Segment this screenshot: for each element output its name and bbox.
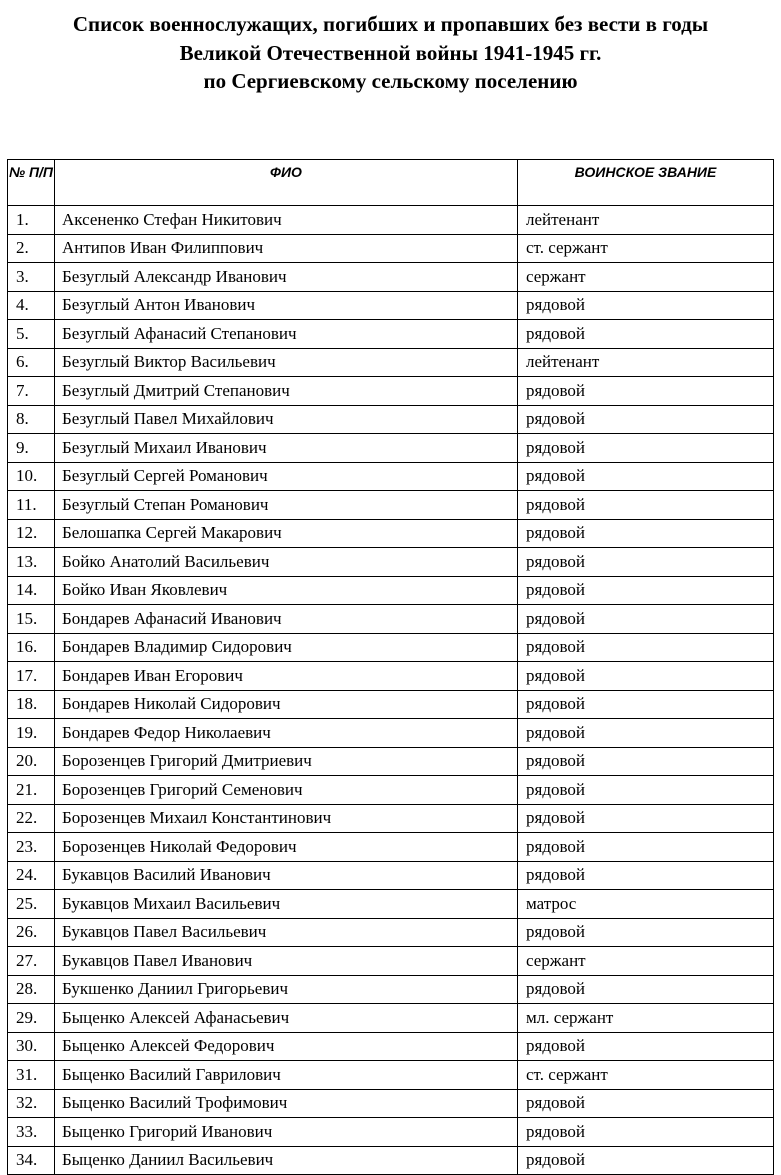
table-header-row [8, 160, 774, 206]
table-row [8, 918, 774, 947]
header-name: ФИО [55, 160, 518, 206]
row-name: Борозенцев Григорий Дмитриевич [55, 747, 518, 776]
row-name: Быценко Алексей Афанасьевич [55, 1004, 518, 1033]
row-rank: лейтенант [518, 348, 774, 377]
row-name: Бондарев Федор Николаевич [55, 719, 518, 748]
table-row [8, 947, 774, 976]
row-number: 17. [8, 662, 55, 691]
row-number: 18. [8, 690, 55, 719]
row-name: Борозенцев Николай Федорович [55, 833, 518, 862]
row-number: 12. [8, 519, 55, 548]
row-name: Антипов Иван Филиппович [55, 234, 518, 263]
row-number: 6. [8, 348, 55, 377]
table-row [8, 1089, 774, 1118]
row-rank: рядовой [518, 519, 774, 548]
title-line-2: Великой Отечественной войны 1941-1945 гг. [179, 40, 602, 65]
row-rank: рядовой [518, 633, 774, 662]
row-rank: рядовой [518, 804, 774, 833]
row-name: Бойко Иван Яковлевич [55, 576, 518, 605]
table-row [8, 890, 774, 919]
row-name: Бондарев Николай Сидорович [55, 690, 518, 719]
row-number: 24. [8, 861, 55, 890]
row-name: Белошапка Сергей Макарович [55, 519, 518, 548]
row-number: 31. [8, 1061, 55, 1090]
row-number: 4. [8, 291, 55, 320]
row-number: 2. [8, 234, 55, 263]
row-rank: матрос [518, 890, 774, 919]
row-number: 15. [8, 605, 55, 634]
row-rank: рядовой [518, 1146, 774, 1175]
row-name: Быценко Василий Гаврилович [55, 1061, 518, 1090]
table-row [8, 434, 774, 463]
row-name: Букавцов Павел Иванович [55, 947, 518, 976]
row-number: 27. [8, 947, 55, 976]
table-row [8, 348, 774, 377]
row-rank: рядовой [518, 1089, 774, 1118]
row-number: 13. [8, 548, 55, 577]
row-rank: рядовой [518, 405, 774, 434]
row-number: 11. [8, 491, 55, 520]
table-row [8, 377, 774, 406]
table-row [8, 719, 774, 748]
table-row [8, 576, 774, 605]
row-number: 14. [8, 576, 55, 605]
table-row [8, 291, 774, 320]
header-number: № П/П [8, 160, 55, 206]
row-number: 9. [8, 434, 55, 463]
row-name: Букавцов Михаил Васильевич [55, 890, 518, 919]
row-number: 3. [8, 263, 55, 292]
row-number: 33. [8, 1118, 55, 1147]
page-title [0, 10, 781, 96]
row-number: 8. [8, 405, 55, 434]
row-rank: рядовой [518, 576, 774, 605]
row-rank: рядовой [518, 462, 774, 491]
row-name: Безуглый Антон Иванович [55, 291, 518, 320]
table-row [8, 975, 774, 1004]
table-row [8, 1032, 774, 1061]
row-number: 16. [8, 633, 55, 662]
row-number: 34. [8, 1146, 55, 1175]
row-rank: рядовой [518, 291, 774, 320]
table-row [8, 833, 774, 862]
row-name: Быценко Алексей Федорович [55, 1032, 518, 1061]
row-number: 10. [8, 462, 55, 491]
table-row [8, 548, 774, 577]
row-rank: рядовой [518, 833, 774, 862]
table-row [8, 462, 774, 491]
table-row [8, 234, 774, 263]
row-number: 7. [8, 377, 55, 406]
row-number: 23. [8, 833, 55, 862]
row-rank: ст. сержант [518, 1061, 774, 1090]
row-name: Бондарев Афанасий Иванович [55, 605, 518, 634]
row-name: Бондарев Владимир Сидорович [55, 633, 518, 662]
row-name: Безуглый Павел Михайлович [55, 405, 518, 434]
row-rank: ст. сержант [518, 234, 774, 263]
row-name: Безуглый Афанасий Степанович [55, 320, 518, 349]
header-rank: ВОИНСКОЕ ЗВАНИЕ [518, 160, 774, 206]
row-number: 30. [8, 1032, 55, 1061]
table-row [8, 776, 774, 805]
row-number: 5. [8, 320, 55, 349]
row-rank: сержант [518, 947, 774, 976]
row-number: 19. [8, 719, 55, 748]
table-row [8, 263, 774, 292]
row-name: Букшенко Даниил Григорьевич [55, 975, 518, 1004]
table-row [8, 662, 774, 691]
table-row [8, 1004, 774, 1033]
table-row [8, 206, 774, 235]
row-name: Букавцов Василий Иванович [55, 861, 518, 890]
table-row [8, 690, 774, 719]
row-number: 32. [8, 1089, 55, 1118]
row-name: Безуглый Михаил Иванович [55, 434, 518, 463]
row-rank: рядовой [518, 491, 774, 520]
table-row [8, 491, 774, 520]
row-name: Безуглый Виктор Васильевич [55, 348, 518, 377]
table-row [8, 1061, 774, 1090]
row-number: 25. [8, 890, 55, 919]
row-rank: рядовой [518, 918, 774, 947]
row-rank: рядовой [518, 434, 774, 463]
row-name: Борозенцев Михаил Константинович [55, 804, 518, 833]
table-row [8, 861, 774, 890]
row-number: 22. [8, 804, 55, 833]
row-name: Безуглый Степан Романович [55, 491, 518, 520]
row-number: 28. [8, 975, 55, 1004]
row-name: Бойко Анатолий Васильевич [55, 548, 518, 577]
row-name: Быценко Василий Трофимович [55, 1089, 518, 1118]
row-name: Букавцов Павел Васильевич [55, 918, 518, 947]
row-number: 26. [8, 918, 55, 947]
table-row [8, 1146, 774, 1175]
row-rank: рядовой [518, 548, 774, 577]
title-line-3: по Сергиевскому сельскому поселению [203, 69, 578, 93]
row-number: 21. [8, 776, 55, 805]
row-rank: рядовой [518, 747, 774, 776]
row-rank: рядовой [518, 719, 774, 748]
row-rank: сержант [518, 263, 774, 292]
table-row [8, 633, 774, 662]
row-rank: рядовой [518, 605, 774, 634]
row-name: Аксененко Стефан Никитович [55, 206, 518, 235]
casualty-table [7, 159, 774, 1175]
row-rank: лейтенант [518, 206, 774, 235]
row-rank: рядовой [518, 377, 774, 406]
table-row [8, 1118, 774, 1147]
table-row [8, 804, 774, 833]
row-rank: рядовой [518, 320, 774, 349]
row-name: Безуглый Дмитрий Степанович [55, 377, 518, 406]
table-row [8, 405, 774, 434]
table-row [8, 747, 774, 776]
row-name: Безуглый Александр Иванович [55, 263, 518, 292]
row-name: Быценко Григорий Иванович [55, 1118, 518, 1147]
row-name: Быценко Даниил Васильевич [55, 1146, 518, 1175]
row-rank: рядовой [518, 776, 774, 805]
row-rank: рядовой [518, 690, 774, 719]
table-row [8, 605, 774, 634]
row-name: Безуглый Сергей Романович [55, 462, 518, 491]
row-rank: мл. сержант [518, 1004, 774, 1033]
table-row [8, 519, 774, 548]
row-rank: рядовой [518, 861, 774, 890]
row-name: Бондарев Иван Егорович [55, 662, 518, 691]
row-rank: рядовой [518, 1032, 774, 1061]
row-number: 29. [8, 1004, 55, 1033]
table-row [8, 320, 774, 349]
row-name: Борозенцев Григорий Семенович [55, 776, 518, 805]
title-line-1: Список военнослужащих, погибших и пропавших без вести в годы [72, 12, 709, 36]
row-rank: рядовой [518, 662, 774, 691]
row-rank: рядовой [518, 975, 774, 1004]
row-rank: рядовой [518, 1118, 774, 1147]
row-number: 1. [8, 206, 55, 235]
row-number: 20. [8, 747, 55, 776]
